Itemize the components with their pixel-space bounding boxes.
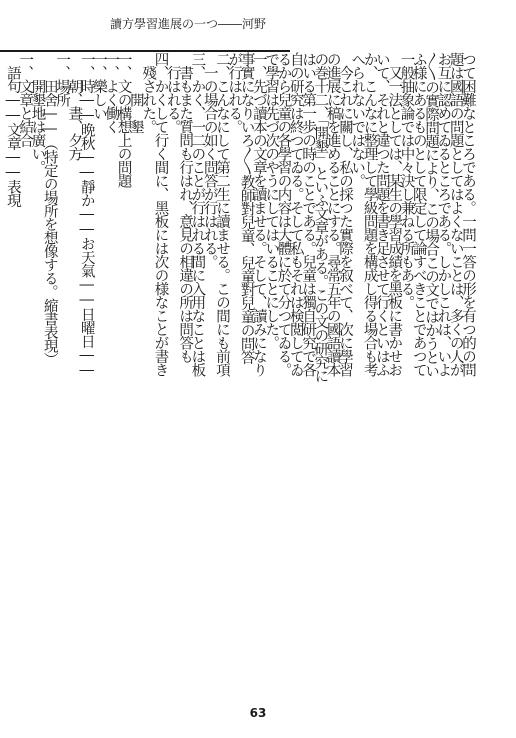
text-column: はいる第一歩の時のことである。兒童は獨自研究で各 xyxy=(300,52,317,376)
text-column: 書もまた質問も行はれ、意見の相違の所は問答も xyxy=(177,52,194,363)
text-column: 〳〵の實際問題により、この場合この文ではかうとい xyxy=(423,52,440,377)
text-column: いて、それと違つた問題を書き足させて行くといはふ xyxy=(373,52,390,376)
text-column: 事實になりいろ〳〵教師對兒童、兒童對兒童の問答 xyxy=(238,52,255,364)
text-column: 題は國語の問題としてはよくないことは、多くの人が xyxy=(447,52,464,376)
text-column: が行はれる。 xyxy=(226,52,243,133)
text-column: 一、文の構想上の問題 xyxy=(115,52,132,187)
text-column: 一、時――晩秋――靜か――お天氣――日曜日―― xyxy=(78,52,95,378)
text-column: で學習は先づ次のやうにしてはいることにした。 xyxy=(263,52,280,349)
text-column: 一、先づ讀本の文章を讀ませる。そして、讀みになり xyxy=(250,52,267,376)
text-column: るから兒童の各學習の内容は大體に於て分つてゐる。 xyxy=(275,52,292,376)
text-column: 朝、晝、夕方 xyxy=(66,52,83,160)
text-column: 四、かくして行く間に、黑板には次の様なことが書き xyxy=(152,52,169,376)
text-column: 殘された。 xyxy=(140,52,157,133)
text-column: 三、かく、一二のことが行はれる間に入用なことは板 xyxy=(189,52,206,376)
text-column: つて困難なところである。一問一答の形を有つ的の問 xyxy=(460,52,476,376)
text-column: 田舍――（特定の場所を想像する。縮書表現） xyxy=(41,52,58,366)
text-column: 一の場合の如く問答が行はれる。 xyxy=(201,52,218,268)
text-column: 二、こんなにして第二生に讀ませる。この間にも前項 xyxy=(214,52,230,376)
text-column: 又一法としては、某生の學習成績を黑板に書かせお xyxy=(386,52,403,376)
text-column: の進展に稿を進めることにする。尋常五年の國語讀本 xyxy=(324,52,341,376)
text-column: 一、場所 xyxy=(54,52,71,106)
text-column: 語句――文章――表現 xyxy=(4,52,21,207)
text-column: 自の研究は終つてゐる。そして私もそれは検閲してゐ xyxy=(287,52,304,376)
text-column: 開墾地は廣い。 xyxy=(29,52,46,174)
running-header: 讀方學習進展の一つ――河野 xyxy=(0,16,290,52)
text-column: 一般抽象論では中々決し兼ねる所もある。 xyxy=(398,52,415,309)
text-column: へられないではない。 xyxy=(349,52,366,187)
text-column: お互に認めてゐるところである。しかしこれは、いよ xyxy=(435,52,452,376)
text-column: 一、文章と結合 xyxy=(17,52,34,147)
text-column: 開 墾 xyxy=(127,52,144,133)
text-column: 一、よく働く xyxy=(103,52,120,133)
text-column: 行はれる。 xyxy=(164,52,181,133)
text-column: の巻十二、「開墾」といふ文章がある。この文の研究に xyxy=(312,52,329,383)
page-number: 63 xyxy=(249,706,267,720)
text-column: 今これに關し、私の採つた實際を叙べて、次に學習 xyxy=(337,52,353,376)
text-column: か、こんなに整理して學級問題を構成し得る場合も考 xyxy=(361,52,378,376)
text-column: 一、樂しい xyxy=(91,52,107,120)
text-column: ふ様にあるものとして限定して論すべきことであつて xyxy=(410,52,427,376)
